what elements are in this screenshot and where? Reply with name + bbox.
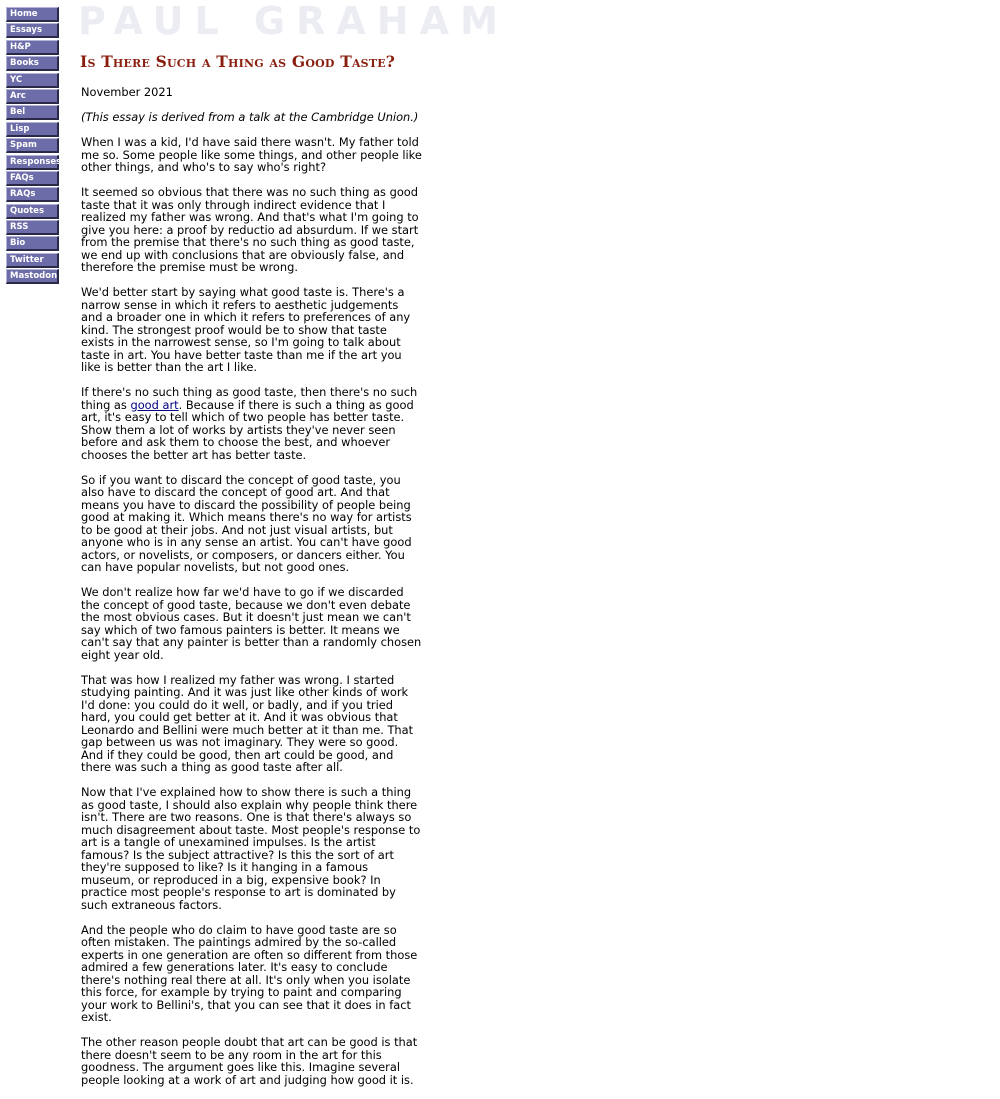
essay-article	[81, 52, 423, 1099]
good-art-link[interactable]: good art	[130, 397, 179, 412]
essay-paragraph: Now that I've explained how to show there is such a thing as good taste, I should also explain why people think there isn't. There are two reasons. One is that there's always so much disagreement about taste. Most people's response to art is a tangle of unexamined impulses. Is the artist famous? Is the subject attractive? Is this the sort of art they're supposed to like? Is it hanging in a famous museum, or reproduced in a big, expensive book? In practice most people's response to art is dominated by such extraneous factors.	[81, 785, 421, 912]
nav-spam-button[interactable]: Spam	[6, 138, 59, 153]
nav-essays-button[interactable]: Essays	[6, 23, 59, 38]
paragraph-text: . Because if there is such a thing as good art, it's easy to tell which of two people has better taste. Show them a lot of works by artists they've never seen before and ask them to choose the best, and whoever chooses the better art has better taste.	[81, 397, 414, 462]
nav-bel-button[interactable]: Bel	[6, 105, 59, 120]
essay-title: Is There Such a Thing as Good Taste?	[80, 52, 396, 71]
essay-paragraph	[81, 386, 423, 461]
nav-raqs-button[interactable]: RAQs	[6, 187, 59, 202]
nav-rss-button[interactable]: RSS	[6, 220, 59, 235]
essay-paragraph: When I was a kid, I'd have said there wasn't. My father told me so. Some people like some things, and other people like other things, and who's to say who's right?	[81, 135, 422, 174]
nav-quotes-button[interactable]: Quotes	[6, 204, 59, 219]
nav-home-button[interactable]: Home	[6, 7, 59, 22]
essay-intro-note: (This essay is derived from a talk at the Cambridge Union.)	[81, 110, 419, 124]
essay-paragraph: We'd better start by saying what good taste is. There's a narrow sense in which it refers to aesthetic judgements and a broader one in which it refers to preferences of any kind. The strongest proof would be to show that taste exists in the narrowest sense, so I'm going to talk about taste in art. You have better taste than me if the art you like is better than the art I like.	[81, 285, 411, 374]
nav-bio-button[interactable]: Bio	[6, 236, 59, 251]
essay-date: November 2021	[81, 85, 173, 99]
essay-paragraph: So if you want to discard the concept of good taste, you also have to discard the concept of good art. And that means you have to discard the possibility of people being good at making it. Which means there's no way for artists to be good at their jobs. And not just visual artists, but anyone who is in any sense an artist. You can't have good actors, or novelists, or composers, or dancers either. You can have popular novelists, but not good ones.	[81, 472, 412, 574]
nav-responses-button[interactable]: Responses	[6, 155, 59, 170]
nav-faqs-button[interactable]: FAQs	[6, 171, 59, 186]
sidebar-nav	[6, 7, 62, 286]
nav-lisp-button[interactable]: Lisp	[6, 122, 59, 137]
essay-paragraph: That was how I realized my father was wrong. I started studying painting. And it was just like other kinds of work I'd done: you could do it well, or badly, and if you tried hard, you could get better at it. And it was obvious that Leonardo and Bellini were much better at it than me. That gap between us was not imaginary. They were so good. And if they could be good, then art could be good, and there was such a thing as good taste after all.	[81, 672, 414, 774]
nav-twitter-button[interactable]: Twitter	[6, 253, 59, 268]
essay-paragraph: We don't realize how far we'd have to go if we discarded the concept of good taste, because we don't even debate the most obvious cases. But it doesn't just mean we can't say which of two famous painters is better. It means we can't say that any painter is better than a randomly chosen eight year old.	[81, 585, 422, 662]
nav-yc-button[interactable]: YC	[6, 73, 59, 88]
essay-paragraph: It seemed so obvious that there was no such thing as good taste that it was only through indirect evidence that I realized my father was wrong. And that's what I'm going to give you here: a proof by reductio ad absurdum. If we start from the premise that there's no such thing as good taste, we end up with conclusions that are obviously false, and therefore the premise must be wrong.	[81, 185, 419, 274]
essay-paragraph: The other reason people doubt that art can be good is that there doesn't seem to be any room in the art for this goodness. The argument goes like this. Imagine several people looking at a work of art and judging how good it is.	[81, 1035, 418, 1087]
paragraph-text: If there's no such thing as good taste, then there's no such thing as	[81, 385, 418, 412]
nav-books-button[interactable]: Books	[6, 56, 59, 71]
nav-hp-button[interactable]: H&P	[6, 40, 59, 55]
essay-paragraph: And the people who do claim to have good taste are so often mistaken. The paintings admired by the so-called experts in one generation are often so different from those admired a few generations later. It's easy to conclude there's nothing real there at all. It's only when you isolate this force, for example by trying to paint and comparing your work to Bellini's, that you can see that it does in fact exist.	[81, 922, 418, 1024]
nav-mastodon-button[interactable]: Mastodon	[6, 269, 59, 284]
site-logo[interactable]: PAUL GRAHAM	[78, 0, 509, 43]
nav-arc-button[interactable]: Arc	[6, 89, 59, 104]
